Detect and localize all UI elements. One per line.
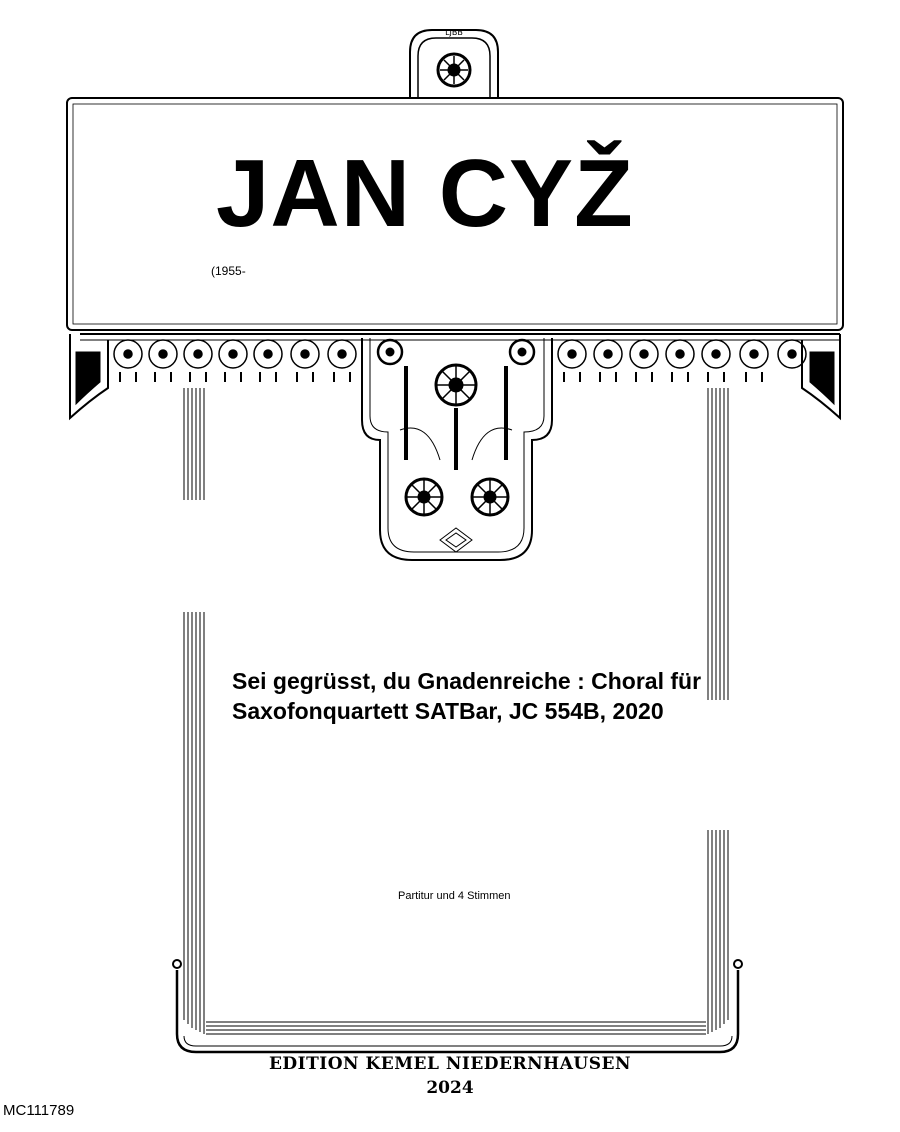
left-rosette-row <box>114 340 356 382</box>
publisher-name: EDITION KEMEL NIEDERNHAUSEN <box>268 1054 632 1074</box>
bottom-frame <box>173 960 742 1052</box>
left-pillar-lines <box>184 388 204 1034</box>
badge-text: LJBB <box>445 28 463 37</box>
publication-year: 2024 <box>426 1078 474 1098</box>
catalog-number: MC111789 <box>3 1102 75 1119</box>
top-badge-ornament <box>410 30 498 98</box>
central-pendant-ornament <box>362 338 552 560</box>
work-title: Sei gegrüsst, du Gnadenreiche : Choral für Saxofonquartett SATBar, JC 554B, 2020 <box>232 668 702 724</box>
composer-name: JAN CYŽ <box>216 140 634 247</box>
right-rosette-row <box>558 340 806 382</box>
scoring-note: Partitur und 4 Stimmen <box>398 890 511 902</box>
composer-dates: (1955- <box>211 264 246 278</box>
right-pillar-lines <box>708 388 728 1034</box>
